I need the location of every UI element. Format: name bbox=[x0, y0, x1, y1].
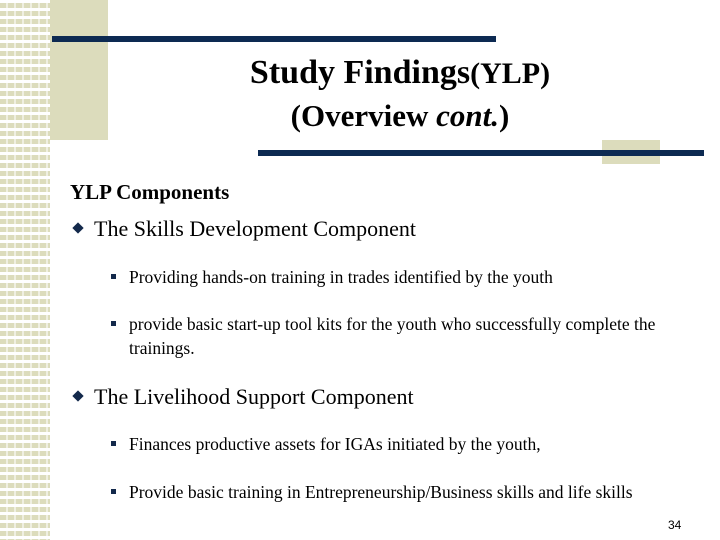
title-paren: (YLP) bbox=[470, 57, 551, 90]
list-item-text: Finances productive assets for IGAs initiated by the youth, bbox=[129, 434, 541, 454]
list-item bbox=[111, 265, 671, 289]
list-item bbox=[111, 432, 671, 456]
list-item-text: Provide basic training in Entrepreneurship/Business skills and life skills bbox=[129, 482, 633, 502]
square-bullet-icon bbox=[111, 489, 116, 494]
title-rule-top bbox=[52, 36, 496, 42]
component-livelihood-support bbox=[74, 384, 414, 410]
title-rule-bottom bbox=[258, 150, 704, 156]
diamond-bullet-icon bbox=[72, 390, 83, 401]
square-bullet-icon bbox=[111, 321, 116, 326]
list-item-text: Providing hands-on training in trades identified by the youth bbox=[129, 267, 553, 287]
decorative-block-top bbox=[50, 0, 108, 140]
square-bullet-icon bbox=[111, 441, 116, 446]
title-line2-open: (Overview bbox=[290, 98, 437, 133]
slide-title bbox=[120, 52, 680, 137]
square-bullet-icon bbox=[111, 274, 116, 279]
title-line2 bbox=[120, 95, 680, 137]
title-main: Study Findings bbox=[249, 54, 471, 91]
diamond-bullet-icon bbox=[72, 222, 83, 233]
title-line2-close: ) bbox=[499, 98, 510, 133]
page-number: 34 bbox=[668, 518, 682, 532]
component-skills-development bbox=[74, 216, 416, 242]
list-item bbox=[111, 480, 656, 504]
decorative-striped-column bbox=[0, 0, 50, 540]
component-label: The Skills Development Component bbox=[94, 216, 417, 241]
list-item bbox=[111, 312, 671, 360]
section-heading: YLP Components bbox=[70, 180, 230, 204]
list-item-text: provide basic start-up tool kits for the youth who successfully complete the trainings. bbox=[129, 314, 656, 358]
component-label: The Livelihood Support Component bbox=[94, 384, 414, 409]
title-line2-italic: cont. bbox=[436, 98, 499, 133]
